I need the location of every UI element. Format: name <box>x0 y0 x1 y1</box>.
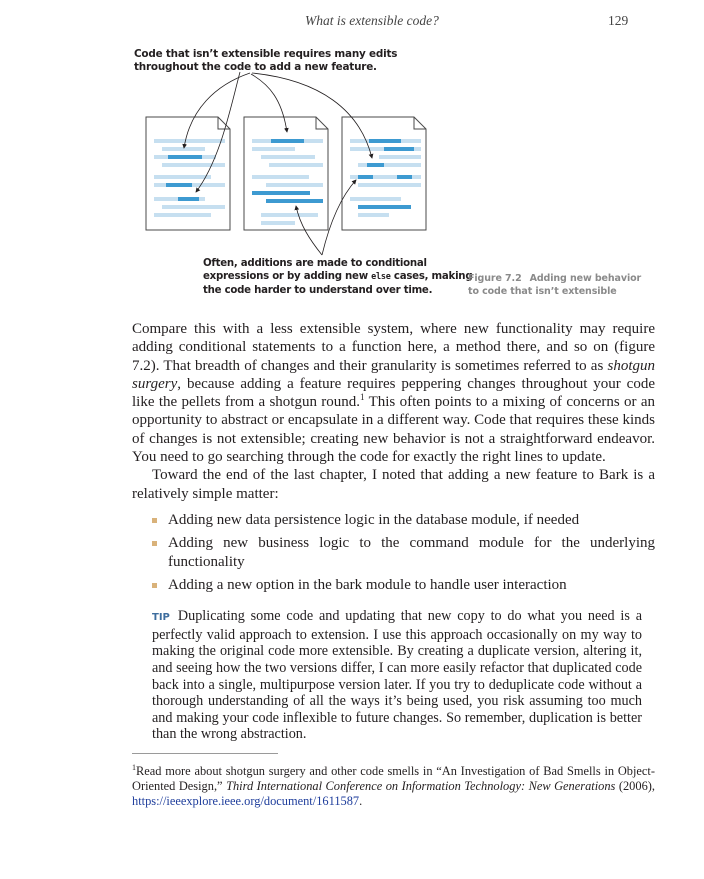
bullet-item: Adding new business logic to the command module for the underlying functionality <box>168 535 655 570</box>
footnote-ref[interactable]: 1 <box>360 392 365 403</box>
bullet-list <box>132 511 655 594</box>
text: , because adding a feature requires peppering changes throughout your code like the pellets from a shotgun round. <box>132 375 655 411</box>
bullet-item: Adding a new option in the bark module to handle user interaction <box>168 576 655 594</box>
emphasis: Third International Conference on Information Technology: New Generations <box>226 778 616 793</box>
running-head-title: What is extensible code? <box>305 13 439 28</box>
figure-caption <box>468 272 648 298</box>
tip-text: Duplicating some code and updating that new copy to do what you need is a perfectly valid approach to extension. I use this approach occasionally on my way to making the original code more extensible. By creating a duplicate version, altering it, and seeing how the two versions differ, I can more easily refactor that duplicated code back into a single, multipurpose version later. If you try to deduplicate code without a thorough understanding of all the ways it’s being used, you risk assuming too much and making your code inflexible to future changes. So remember, duplication is better than the wrong abstraction. <box>152 608 642 743</box>
paragraph-1 <box>132 320 655 466</box>
annotation-text: cases, making the code harder to understand over time. <box>203 271 473 297</box>
text: Compare this with a less extensible system, where new functionality may require adding conditional statements to a function here, a method there, and so on (figure 7.2). That breadth of changes and their granularity is sometimes referred to as <box>132 321 655 374</box>
footnote <box>132 764 655 808</box>
footnote-link[interactable]: https://ieeexplore.ieee.org/document/1611587 <box>132 793 360 808</box>
figure-caption-text: Adding new behavior to code that isn’t extensible <box>468 273 642 298</box>
figure-number: Figure 7.2 <box>468 273 522 284</box>
footnote-mark: 1 <box>132 763 136 772</box>
bullet-item: Adding new data persistence logic in the database module, if needed <box>168 511 655 529</box>
code-document-3-icon <box>342 117 426 230</box>
tip-label: TIP <box>152 612 170 624</box>
text: This often points to a mixing of concerns or an opportunity to abstract or encapsulate in a different way. Code that requires these kinds of changes is not extensible; creating new behavior is not a straightforward endeavor. You need to go searching through the code for exactly the right lines to update. <box>132 394 656 466</box>
code-document-1-icon <box>146 117 230 230</box>
annotation-text: Often, additions are made to conditional expressions or by adding new <box>203 258 427 283</box>
body-text <box>132 320 655 743</box>
paragraph-2: Toward the end of the last chapter, I noted that adding a new feature to Bark is a relatively simple matter: <box>132 467 655 502</box>
emphasis: shotgun surgery <box>132 357 655 392</box>
text: . <box>359 793 363 808</box>
text: Read more about shotgun surgery and other code smells in “An Investigation of Bad Smells in Object-Oriented Design,” <box>132 764 655 793</box>
figure-top-annotation: Code that isn’t extensible requires many edits throughout the code to add a new feature. <box>134 48 398 73</box>
code-document-2-icon <box>244 117 328 230</box>
page-number: 129 <box>608 13 629 28</box>
footnote-divider <box>132 753 278 754</box>
text: (2006), <box>615 778 655 793</box>
figure-7-2 <box>0 0 704 310</box>
tip-box <box>152 608 642 743</box>
annotation-code: else <box>371 272 391 283</box>
figure-bottom-annotation <box>203 257 473 298</box>
